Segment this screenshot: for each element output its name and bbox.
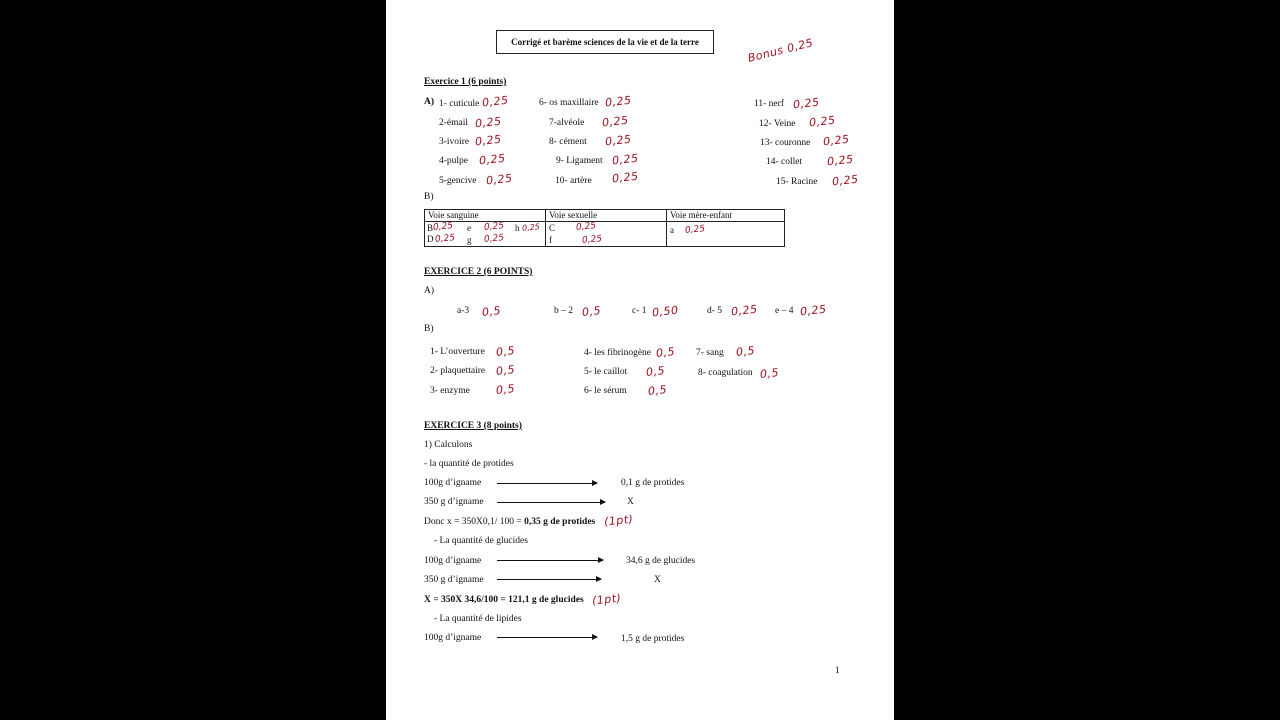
cell-letter: a bbox=[670, 225, 674, 235]
ex2-match: e – 4 bbox=[775, 306, 794, 316]
ex3-row-left: 350 g d’igname bbox=[424, 575, 484, 585]
score-mark: (1pt) bbox=[603, 512, 634, 529]
score-mark: 0,25 bbox=[478, 151, 507, 168]
ex1-item: 3-ivoire bbox=[439, 137, 470, 147]
ex1-part-b-label: B) bbox=[424, 192, 434, 202]
ex1-item: 14- collet bbox=[766, 157, 803, 167]
score-mark: 0,25 bbox=[483, 221, 505, 233]
ex3-lipides-title: - La quantité de lipides bbox=[434, 614, 522, 624]
ex1-item: 9- Ligament bbox=[556, 156, 603, 166]
score-mark: 0,25 bbox=[485, 171, 514, 188]
score-mark: 0,25 bbox=[792, 95, 821, 112]
ex3-calc-label: 1) Calculons bbox=[424, 440, 473, 450]
score-mark: 0,25 bbox=[831, 172, 860, 189]
ex3-row-left: 100g d’igname bbox=[424, 556, 482, 566]
cell-letter: C bbox=[549, 223, 556, 233]
ex3-row-right: 1,5 g de protides bbox=[621, 634, 685, 644]
table-header: Voie sanguine bbox=[425, 210, 546, 222]
ex2-word: 6- le sérum bbox=[584, 386, 627, 396]
cell-letter: e bbox=[467, 223, 471, 233]
ex1-item: 5-gencive bbox=[439, 176, 477, 186]
ex3-row-right: 34,6 g de glucides bbox=[626, 556, 696, 566]
score-mark: 0,25 bbox=[611, 151, 640, 168]
score-mark: (1pt) bbox=[591, 591, 622, 608]
ex2-word: 2- plaquettaire bbox=[430, 366, 486, 376]
score-mark: 0,25 bbox=[481, 93, 510, 110]
ex1-item: 11- nerf bbox=[754, 99, 784, 109]
document-title: Corrigé et barème sciences de la vie et de la terre bbox=[496, 30, 714, 54]
score-mark: 0,25 bbox=[730, 302, 759, 319]
score-mark: 0,5 bbox=[759, 366, 780, 381]
table-cell-sexuelle bbox=[546, 222, 667, 247]
score-mark: 0,25 bbox=[822, 132, 851, 149]
ex3-xresult: X = 350X 34,6/100 = 121,1 g de glucides bbox=[424, 595, 584, 605]
score-mark: 0,25 bbox=[474, 132, 503, 149]
score-mark: 0,5 bbox=[495, 382, 516, 397]
cell-letter: f bbox=[549, 235, 552, 245]
ex2-match: c- 1 bbox=[632, 306, 647, 316]
score-mark: 0,5 bbox=[481, 304, 502, 319]
ex3-donc-prefix: Donc x = 350X0,1/ 100 = bbox=[424, 517, 525, 527]
ex2-match: a-3 bbox=[457, 306, 470, 316]
score-mark: 0,5 bbox=[655, 345, 676, 360]
cell-letter: g bbox=[467, 235, 472, 245]
arrow-icon bbox=[497, 560, 603, 561]
score-mark: 0,5 bbox=[581, 304, 602, 319]
score-mark: 0,25 bbox=[575, 221, 597, 233]
ex1-item: 15- Racine bbox=[776, 177, 818, 187]
score-mark: 0,25 bbox=[601, 113, 630, 130]
score-mark: 0,25 bbox=[581, 234, 603, 246]
ex1-item: 10- artère bbox=[555, 176, 592, 186]
ex3-row-right: 0,1 g de protides bbox=[621, 478, 685, 488]
ex1-item: 4-pulpe bbox=[439, 156, 469, 166]
score-mark: 0,50 bbox=[651, 303, 680, 320]
score-mark: 0,5 bbox=[647, 383, 668, 398]
ex1-item: 1- cuticule bbox=[439, 99, 480, 109]
score-mark: 0,25 bbox=[611, 169, 640, 186]
ex1-item: 7-alvéole bbox=[549, 118, 585, 128]
score-mark: 0,25 bbox=[799, 302, 828, 319]
table-header: Voie sexuelle bbox=[546, 210, 667, 222]
ex3-protides-title: - la quantité de protides bbox=[424, 459, 514, 469]
score-mark: 0,5 bbox=[735, 344, 756, 359]
score-mark: 0,25 bbox=[808, 113, 837, 130]
ex2-word: 8- coagulation bbox=[698, 368, 753, 378]
ex1-item: 13- couronne bbox=[760, 138, 811, 148]
ex3-glucides-title: - La quantité de glucides bbox=[434, 536, 528, 546]
document-page bbox=[386, 0, 894, 720]
bonus-handwritten: Bonus 0,25 bbox=[746, 36, 815, 65]
ex2-part-b-label: B) bbox=[424, 324, 434, 334]
ex1-part-a-label: A) bbox=[424, 97, 435, 107]
score-mark: 0,5 bbox=[495, 363, 516, 378]
ex3-row-left: 350 g d’igname bbox=[424, 497, 484, 507]
cell-letter: B bbox=[427, 223, 434, 233]
ex1-item: 2-émail bbox=[439, 118, 469, 128]
ex2-word: 5- le caillot bbox=[584, 367, 628, 377]
ex2-match: d- 5 bbox=[707, 306, 723, 316]
ex3-row-right: X bbox=[654, 575, 661, 585]
table-cell-mere-enfant bbox=[667, 222, 785, 247]
arrow-icon bbox=[497, 502, 605, 503]
score-mark: 0,5 bbox=[495, 344, 516, 359]
exercise-3-heading: EXERCICE 3 (8 points) bbox=[424, 421, 522, 431]
ex3-donc-result: 0,35 g de protides bbox=[524, 517, 596, 527]
ex2-word: 7- sang bbox=[696, 348, 724, 358]
ex2-word: 3- enzyme bbox=[430, 386, 470, 396]
table-cell-sanguine bbox=[425, 222, 546, 247]
arrow-icon bbox=[497, 483, 597, 484]
score-mark: 0,25 bbox=[432, 221, 454, 233]
score-mark: 0,25 bbox=[474, 114, 503, 131]
ex2-word: 1- L’ouverture bbox=[430, 347, 485, 357]
score-mark: 0,25 bbox=[604, 93, 633, 110]
ex3-donc-line bbox=[424, 516, 595, 528]
score-mark: 0,25 bbox=[483, 233, 505, 245]
score-mark: 0,25 bbox=[684, 224, 706, 236]
arrow-icon bbox=[497, 579, 601, 580]
ex1-item: 12- Veine bbox=[759, 119, 796, 129]
table-header: Voie mère-enfant bbox=[667, 210, 785, 222]
exercise-2-heading: EXERCICE 2 (6 POINTS) bbox=[424, 267, 533, 277]
cell-letter: h bbox=[515, 223, 520, 233]
cell-letter: D bbox=[427, 234, 434, 244]
score-mark: 0,25 bbox=[521, 222, 541, 233]
ex3-row-right: X bbox=[627, 497, 634, 507]
page-number: 1 bbox=[835, 666, 840, 676]
ex2-part-a-label: A) bbox=[424, 286, 435, 296]
ex1-item: 6- os maxillaire bbox=[539, 98, 599, 108]
transmission-table bbox=[424, 209, 785, 247]
score-mark: 0,5 bbox=[645, 364, 666, 379]
ex2-match: b – 2 bbox=[554, 306, 573, 316]
score-mark: 0,25 bbox=[434, 233, 456, 245]
ex3-row-left: 100g d’igname bbox=[424, 478, 482, 488]
ex2-word: 4- les fibrinogène bbox=[584, 348, 652, 358]
ex3-row-left: 100g d’igname bbox=[424, 633, 482, 643]
ex1-item: 8- cément bbox=[549, 137, 587, 147]
arrow-icon bbox=[497, 637, 597, 638]
score-mark: 0,25 bbox=[604, 132, 633, 149]
score-mark: 0,25 bbox=[826, 152, 855, 169]
exercise-1-heading: Exercice 1 (6 points) bbox=[424, 77, 507, 87]
